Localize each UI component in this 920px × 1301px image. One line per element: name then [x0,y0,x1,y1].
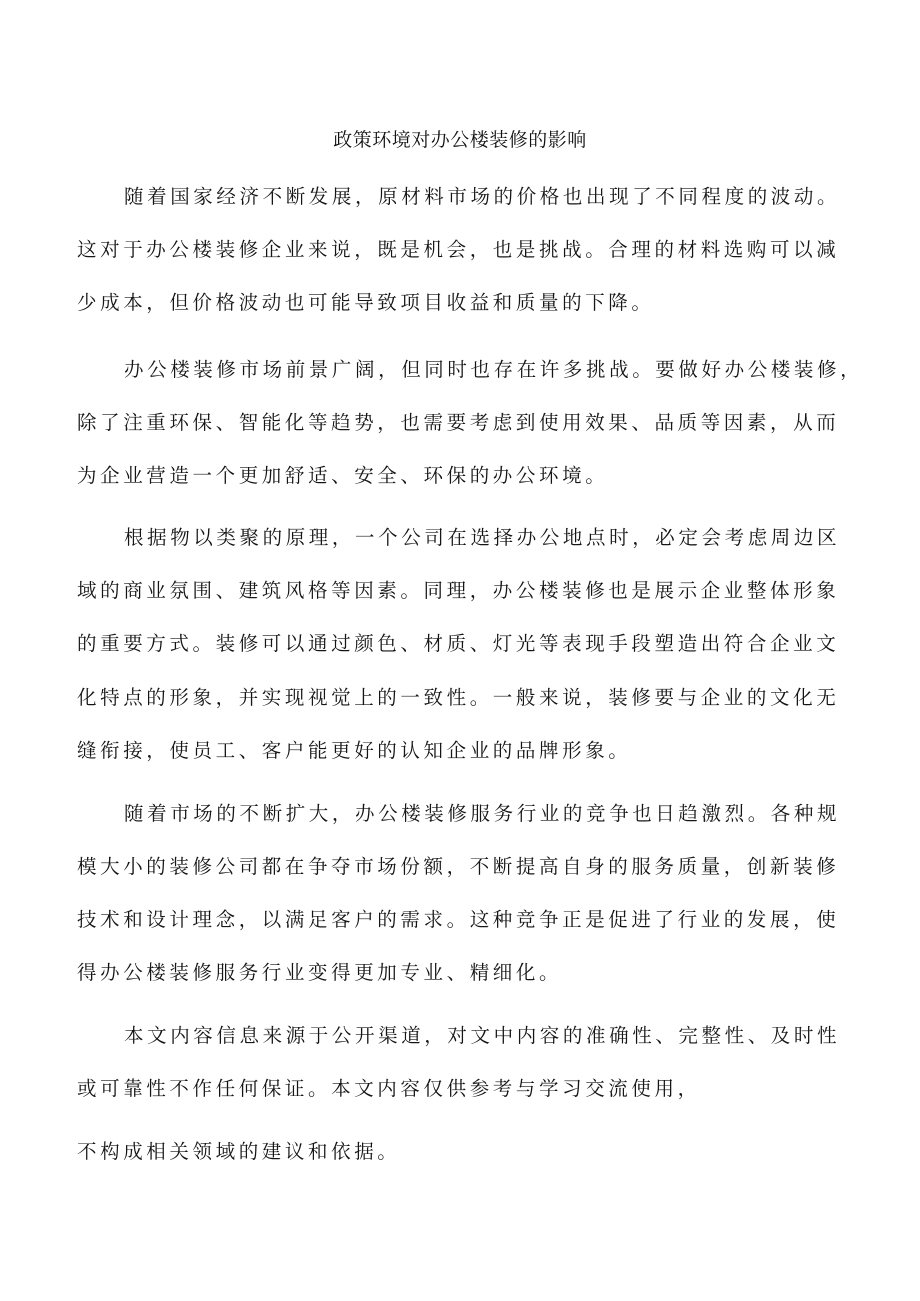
paragraph-line: 根据物以类聚的原理，一个公司在选择办公地点时，必定会考虑周边区 [124,526,841,549]
paragraph-line: 域的商业氛围、建筑风格等因素。同理，办公楼装修也是展示企业整体形象 [77,579,840,602]
paragraph-line: 随着国家经济不断发展，原材料市场的价格也出现了不同程度的波动。 [124,185,841,208]
paragraph-line: 除了注重环保、智能化等趋势，也需要考虑到使用效果、品质等因素，从而 [77,411,840,434]
paragraph-line: 为企业营造一个更加舒适、安全、环保的办公环境。 [77,464,609,487]
paragraph-line: 或可靠性不作任何保证。本文内容仅供参考与学习交流使用， [77,1077,701,1100]
paragraph-line: 办公楼装修市场前景广阔，但同时也存在许多挑战。要做好办公楼装修， [124,358,864,381]
paragraph-line: 本文内容信息来源于公开渠道，对文中内容的准确性、完整性、及时性 [124,1024,841,1047]
paragraph-line: 不构成相关领域的建议和依据。 [77,1140,401,1163]
paragraph-line: 的重要方式。装修可以通过颜色、材质、灯光等表现手段塑造出符合企业文 [77,632,840,655]
paragraph-line: 模大小的装修公司都在争夺市场份额，不断提高自身的服务质量，创新装修 [77,855,840,878]
paragraph-line: 化特点的形象，并实现视觉上的一致性。一般来说，装修要与企业的文化无 [77,686,840,709]
paragraph-line: 缝衔接，使员工、客户能更好的认知企业的品牌形象。 [77,739,632,762]
paragraph-line: 这对于办公楼装修企业来说，既是机会，也是挑战。合理的材料选购可以减 [77,238,840,261]
document-title: 政策环境对办公楼装修的影响 [333,129,587,151]
paragraph-line: 得办公楼装修服务行业变得更加专业、精细化。 [77,961,563,984]
paragraph-line: 技术和设计理念，以满足客户的需求。这种竞争正是促进了行业的发展，使 [77,908,840,931]
paragraph-line: 少成本，但价格波动也可能导致项目收益和质量的下降。 [77,291,655,314]
paragraph-line: 随着市场的不断扩大，办公楼装修服务行业的竞争也日趋激烈。各种规 [124,802,841,825]
